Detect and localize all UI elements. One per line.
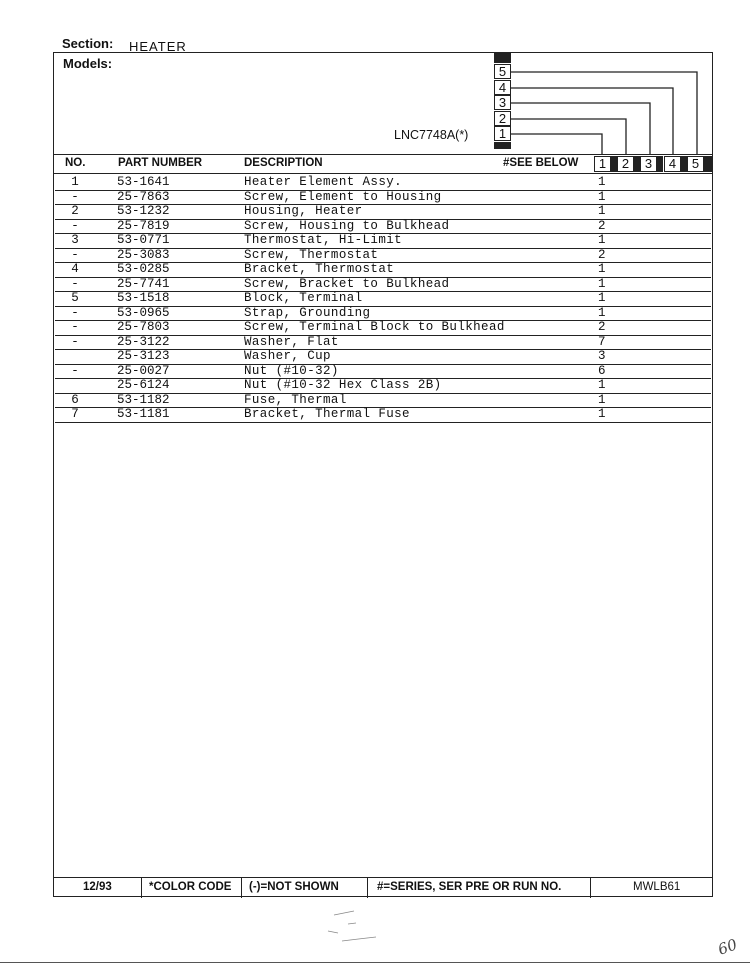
row-description: Block, Terminal xyxy=(244,291,363,305)
table-row xyxy=(55,378,711,394)
row-no: 4 xyxy=(71,262,79,276)
table-row xyxy=(55,393,711,409)
column-no: NO. xyxy=(65,157,86,169)
row-description: Nut (#10-32) xyxy=(244,363,339,378)
model-box-5: 5 xyxy=(494,64,511,79)
row-description: Fuse, Thermal xyxy=(244,392,347,407)
column-see-below: #SEE BELOW xyxy=(503,157,579,169)
row-part-number: 53-1181 xyxy=(117,407,170,421)
row-description: Heater Element Assy. xyxy=(244,175,403,189)
row-description: Bracket, Thermal Fuse xyxy=(244,407,410,421)
row-qty-model-1: 1 xyxy=(598,175,606,189)
table-row xyxy=(55,291,711,307)
footer-date: 12/93 xyxy=(83,881,112,893)
table-row xyxy=(55,335,711,351)
row-qty-model-1: 1 xyxy=(598,262,606,276)
row-description: Housing, Heater xyxy=(244,204,363,218)
row-qty-model-1: 1 xyxy=(598,378,606,392)
row-part-number: 25-6124 xyxy=(117,378,170,392)
row-part-number: 25-3122 xyxy=(117,334,170,349)
model-box-3: 3 xyxy=(494,95,511,110)
model-col-3: 3 xyxy=(640,156,657,172)
footer-divider xyxy=(590,878,591,898)
model-col-2: 2 xyxy=(617,156,634,172)
row-qty-model-1: 1 xyxy=(598,276,606,291)
row-part-number: 53-1641 xyxy=(117,175,170,189)
row-part-number: 53-1182 xyxy=(117,392,170,407)
model-col-1: 1 xyxy=(594,156,611,172)
footer-divider xyxy=(241,878,242,898)
row-no: 3 xyxy=(71,233,79,247)
row-description: Screw, Thermostat xyxy=(244,247,379,262)
row-part-number: 25-7819 xyxy=(117,218,170,233)
row-qty-model-1: 1 xyxy=(598,233,606,247)
row-no: - xyxy=(71,189,79,204)
row-part-number: 53-0285 xyxy=(117,262,170,276)
model-col-separator xyxy=(704,156,712,172)
table-row xyxy=(55,233,711,249)
footer-bar xyxy=(53,877,713,898)
model-box-4: 4 xyxy=(494,80,511,95)
scan-smudge xyxy=(320,905,400,950)
column-header-divider xyxy=(53,173,713,174)
row-qty-model-1: 7 xyxy=(598,334,606,349)
table-row xyxy=(55,175,711,191)
row-part-number: 53-1518 xyxy=(117,291,170,305)
row-qty-model-1: 1 xyxy=(598,204,606,218)
model-col-5: 5 xyxy=(687,156,704,172)
row-qty-model-1: 1 xyxy=(598,392,606,407)
table-row xyxy=(55,306,711,322)
row-part-number: 53-0771 xyxy=(117,233,170,247)
table-row xyxy=(55,204,711,220)
row-part-number: 25-3083 xyxy=(117,247,170,262)
row-qty-model-1: 1 xyxy=(598,291,606,305)
table-row xyxy=(55,407,711,423)
row-no: - xyxy=(71,247,79,262)
footer-color-code: *COLOR CODE xyxy=(149,881,232,893)
footer-not-shown: (-)=NOT SHOWN xyxy=(249,881,339,893)
row-no: 2 xyxy=(71,204,79,218)
row-description: Screw, Housing to Bulkhead xyxy=(244,218,450,233)
row-qty-model-1: 1 xyxy=(598,305,606,320)
row-part-number: 25-7741 xyxy=(117,276,170,291)
model-col-separator xyxy=(657,156,663,172)
row-no: - xyxy=(71,334,79,349)
row-no: - xyxy=(71,218,79,233)
column-part-number: PART NUMBER xyxy=(118,157,203,169)
section-value: HEATER xyxy=(129,39,187,54)
footer-divider xyxy=(367,878,368,898)
page-mark: 60 xyxy=(715,935,740,959)
model-connector-lines xyxy=(0,0,750,180)
row-part-number: 25-7863 xyxy=(117,189,170,204)
header-divider xyxy=(53,154,713,155)
row-no: 6 xyxy=(71,392,79,407)
row-no: 5 xyxy=(71,291,79,305)
row-no: - xyxy=(71,276,79,291)
row-no: 1 xyxy=(71,175,79,189)
row-qty-model-1: 1 xyxy=(598,407,606,421)
row-part-number: 53-0965 xyxy=(117,305,170,320)
footer-series: #=SERIES, SER PRE OR RUN NO. xyxy=(377,881,562,893)
row-part-number: 25-7803 xyxy=(117,320,170,334)
models-label: Models: xyxy=(63,56,113,71)
row-qty-model-1: 1 xyxy=(598,189,606,204)
table-row xyxy=(55,320,711,336)
row-description: Thermostat, Hi-Limit xyxy=(244,233,403,247)
row-part-number: 25-3123 xyxy=(117,349,170,363)
model-box-1: 1 xyxy=(494,126,511,141)
row-qty-model-1: 3 xyxy=(598,349,606,363)
model-col-4: 4 xyxy=(664,156,681,172)
footer-doc-code: MWLB61 xyxy=(633,881,681,893)
row-description: Washer, Cup xyxy=(244,349,331,363)
row-description: Strap, Grounding xyxy=(244,305,371,320)
row-description: Screw, Terminal Block to Bulkhead xyxy=(244,320,505,334)
row-description: Washer, Flat xyxy=(244,334,339,349)
column-description: DESCRIPTION xyxy=(244,157,323,169)
table-row xyxy=(55,219,711,235)
row-no: - xyxy=(71,305,79,320)
row-qty-model-1: 2 xyxy=(598,218,606,233)
row-description: Nut (#10-32 Hex Class 2B) xyxy=(244,378,442,392)
table-row xyxy=(55,277,711,293)
row-no: - xyxy=(71,320,79,334)
row-part-number: 53-1232 xyxy=(117,204,170,218)
row-description: Bracket, Thermostat xyxy=(244,262,395,276)
model-box-2: 2 xyxy=(494,111,511,126)
table-row xyxy=(55,248,711,264)
footer-divider xyxy=(141,878,142,898)
row-description: Screw, Bracket to Bulkhead xyxy=(244,276,450,291)
row-qty-model-1: 6 xyxy=(598,363,606,378)
table-row xyxy=(55,262,711,278)
row-qty-model-1: 2 xyxy=(598,247,606,262)
model-number: LNC7748A(*) xyxy=(394,128,469,142)
table-row xyxy=(55,349,711,365)
page-edge-line xyxy=(0,962,750,963)
row-description: Screw, Element to Housing xyxy=(244,189,442,204)
row-no: - xyxy=(71,363,79,378)
row-part-number: 25-0027 xyxy=(117,363,170,378)
table-row xyxy=(55,364,711,380)
row-qty-model-1: 2 xyxy=(598,320,606,334)
table-row xyxy=(55,190,711,206)
row-no: 7 xyxy=(71,407,79,421)
section-label: Section: xyxy=(62,36,114,51)
